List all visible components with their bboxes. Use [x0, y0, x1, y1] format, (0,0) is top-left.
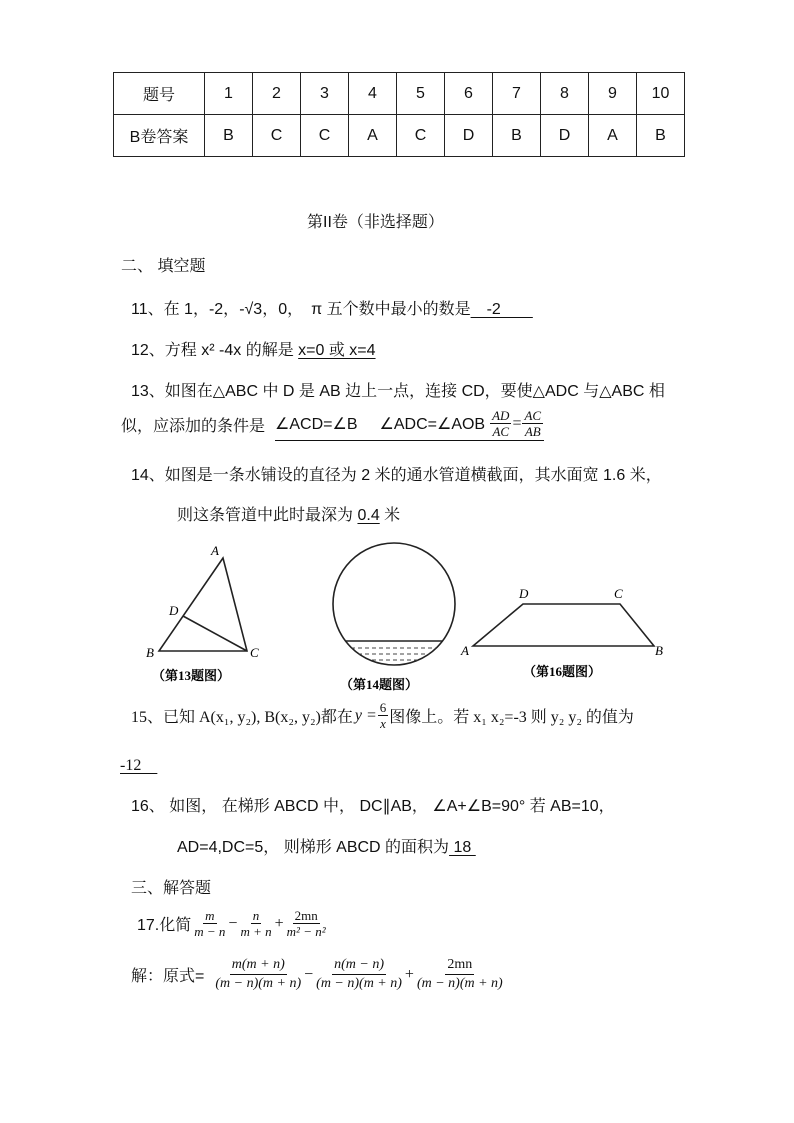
- figures: [140, 538, 680, 698]
- label-a: A: [211, 543, 219, 558]
- q12-text: 12、方程 x² -4x 的解是: [131, 342, 294, 359]
- question-17: [137, 908, 329, 939]
- q14-line1: 14、如图是一条水铺设的直径为 2 米的通水管道横截面，其水面宽 1.6 米，: [131, 467, 662, 484]
- question-12: [131, 337, 376, 360]
- label-a: A: [461, 643, 469, 658]
- q17-sol-frac-2: $\frac{n(m - n)}{(m - n)(m + n)}$: [316, 957, 402, 991]
- q16-answer: 18: [449, 839, 476, 856]
- q12-answer: x=0 或 x=4: [298, 342, 376, 359]
- q15-text-a: 15、已知 A(x₁, y₂), B(x₂, y₂)都在: [131, 709, 353, 726]
- q13-frac-left: $\frac{AD}{AC}$: [492, 408, 510, 439]
- label-d: D: [169, 603, 179, 618]
- table-row-numbers: [114, 73, 685, 115]
- figure-16: [460, 586, 663, 679]
- q17-frac-3: $\frac{2mn}{\text{m² − n²}}$: [286, 908, 326, 939]
- q11-sqrt: -√3: [239, 301, 263, 318]
- q14-text: 则这条管道中此时最深为: [177, 507, 354, 524]
- table-cell: 3: [301, 73, 349, 115]
- q16-line1: 16、 如图， 在梯形 ABCD 中， DC∥AB， ∠A+∠B=90° 若 AB=10，: [131, 798, 615, 815]
- label-c: C: [250, 645, 259, 660]
- q13-line2: [121, 408, 544, 441]
- label-d: D: [519, 586, 529, 601]
- figure-13: [146, 543, 259, 683]
- fig14-caption: （第14题图）: [340, 677, 419, 692]
- q17-op: −: [228, 914, 238, 932]
- answer-table: [113, 72, 685, 157]
- q13-frac-right: $\frac{AC}{AB}$: [524, 408, 542, 439]
- table-cell: 8: [541, 73, 589, 115]
- label-b: B: [655, 643, 663, 658]
- table-cell: 6: [445, 73, 493, 115]
- table-cell: C: [301, 115, 349, 157]
- q14-unit: 米: [384, 507, 401, 524]
- q17-op: +: [274, 914, 284, 932]
- table-cell: A: [589, 115, 637, 157]
- q11-text-b: ，0， π 五个数中最小的数是: [262, 301, 471, 318]
- table-cell: C: [397, 115, 445, 157]
- q13-ans1: ∠ACD=∠B: [275, 415, 358, 433]
- q17-solution: 解：原式= $\frac{m(m + n)}{(m - n)(m + n)}$ − $\frac{n(m - n)}{(m - n)(m + n)}$ + $\frac{2mn}{(m - n)(m + n)}$: [131, 957, 503, 991]
- table-cell: 9: [589, 73, 637, 115]
- table-cell: 5: [397, 73, 445, 115]
- q17-sol-frac-1: $\frac{m(m + n)}{(m - n)(m + n)}$: [215, 957, 302, 991]
- q17-frac-2: $\frac{n}{m + n}$: [240, 908, 272, 939]
- solve-heading: 三、解答题: [131, 880, 212, 897]
- q15-fraction: $\frac{6}{x}$: [379, 700, 387, 731]
- q16-text: AD=4,DC=5， 则梯形 ABCD 的面积为: [177, 839, 450, 856]
- q13-line1: 13、如图在△ABC 中 D 是 AB 边上一点，连接 CD，要使△ADC 与△ABC 相: [131, 383, 665, 400]
- q13-text: 似，应添加的条件是: [121, 418, 266, 435]
- q11-text-a: 11、在 1，-2，: [131, 301, 240, 318]
- table-cell: 7: [493, 73, 541, 115]
- fig13-caption: （第13题图）: [152, 668, 231, 683]
- fig16-caption: （第16题图）: [523, 664, 602, 679]
- trapezoid-abcd: [473, 604, 654, 646]
- q15-answer: -12: [120, 757, 158, 774]
- table-cell: C: [253, 115, 301, 157]
- table-row-label: B卷答案: [114, 115, 205, 157]
- q13-answer: ∠ACD=∠B ∠ADC=∠AOB $\frac{AD}{AC}$ = $\frac{AC}{AB}$: [275, 408, 544, 441]
- segment-cd: [183, 616, 247, 651]
- table-cell: B: [637, 115, 685, 157]
- table-cell: A: [349, 115, 397, 157]
- label-b: B: [146, 645, 154, 660]
- q17-sol-frac-3: $\frac{2mn}{(m - n)(m + n)}$: [416, 957, 503, 991]
- pipe-circle: [333, 543, 455, 665]
- q14-line2: [177, 502, 400, 525]
- q14-answer: 0.4: [357, 507, 380, 524]
- table-cell: 2: [253, 73, 301, 115]
- figure-14: [330, 543, 458, 692]
- table-cell: 4: [349, 73, 397, 115]
- table-cell: 10: [637, 73, 685, 115]
- q17-sol-label: 解：原式=: [131, 968, 205, 985]
- table-cell: D: [541, 115, 589, 157]
- q15-y-eq: y =: [354, 706, 377, 724]
- table-cell: 1: [205, 73, 253, 115]
- water-region: [330, 641, 458, 660]
- q17-label: 17.化简: [137, 917, 192, 934]
- question-15: [131, 700, 634, 731]
- table-cell: B: [493, 115, 541, 157]
- question-11: [131, 296, 533, 319]
- q15-text-b: 图像上。若 x₁ x₂=-3 则 y₂ y₂ 的值为: [389, 709, 634, 726]
- table-cell: D: [445, 115, 493, 157]
- label-c: C: [614, 586, 623, 601]
- q16-line2: [177, 834, 476, 857]
- section-title: 第II卷（非选择题）: [307, 214, 444, 231]
- q13-ans2: ∠ADC=∠AOB: [379, 415, 486, 433]
- fill-heading: 二、 填空题: [121, 258, 206, 275]
- table-header-label: 题号: [114, 73, 205, 115]
- table-row-answers: [114, 115, 685, 157]
- q17-frac-1: $\frac{m}{m - n}$: [194, 908, 226, 939]
- table-cell: B: [205, 115, 253, 157]
- q11-answer: -2: [470, 301, 533, 318]
